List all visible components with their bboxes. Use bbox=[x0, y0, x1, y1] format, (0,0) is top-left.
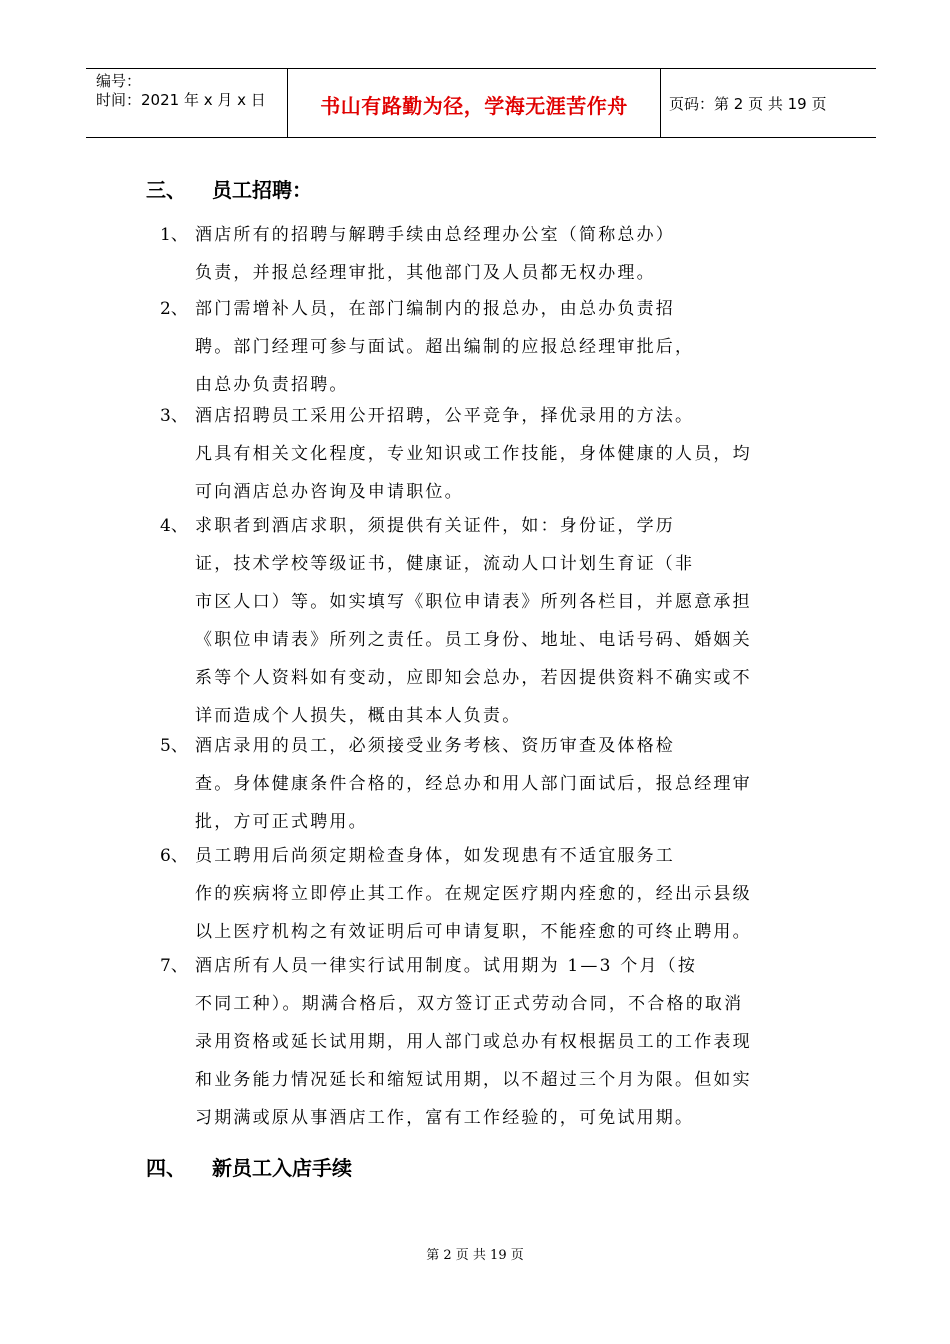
text-line: 负责，并报总经理审批，其他部门及人员都无权办理。 bbox=[195, 263, 656, 283]
text-line: 凡具有相关文化程度，专业知识或工作技能，身体健康的人员，均 bbox=[195, 444, 752, 464]
header-motto-cell bbox=[288, 69, 661, 137]
item-text bbox=[195, 507, 823, 735]
item-text bbox=[195, 397, 823, 511]
header-page-cell bbox=[661, 69, 876, 137]
text-line: 以上医疗机构之有效证明后可申请复职，不能痊愈的可终止聘用。 bbox=[195, 922, 752, 942]
section-title: 员工招聘： bbox=[212, 178, 312, 202]
text-line: 批，方可正式聘用。 bbox=[195, 812, 368, 832]
section-number: 三、 bbox=[146, 178, 186, 202]
text-line: 酒店所有的招聘与解聘手续由总经理办公室（简称总办） bbox=[195, 225, 675, 245]
text-line: 《职位申请表》所列之责任。员工身份、地址、电话号码、婚姻关 bbox=[195, 630, 752, 650]
section-number: 四、 bbox=[146, 1156, 186, 1180]
section-heading-4 bbox=[146, 1152, 352, 1181]
item-number: 7、 bbox=[160, 956, 188, 976]
item-text bbox=[195, 290, 823, 404]
text-line: 由总办负责招聘。 bbox=[195, 375, 349, 395]
text-line: 员工聘用后尚须定期检查身体，如发现患有不适宜服务工 bbox=[195, 846, 675, 866]
item-text bbox=[195, 837, 823, 951]
item-number: 1、 bbox=[160, 225, 188, 245]
text-line: 证，技术学校等级证书，健康证，流动人口计划生育证（非 bbox=[195, 554, 695, 574]
text-line: 录用资格或延长试用期，用人部门或总办有权根据员工的工作表现 bbox=[195, 1032, 752, 1052]
text-line: 酒店招聘员工采用公开招聘，公平竞争，择优录用的方法。 bbox=[195, 406, 695, 426]
text-line: 不同工种）。期满合格后，双方签订正式劳动合同，不合格的取消 bbox=[195, 994, 744, 1014]
item-text bbox=[195, 947, 823, 1137]
text-line: 习期满或原从事酒店工作，富有工作经验的，可免试用期。 bbox=[195, 1108, 695, 1128]
text-line: 求职者到酒店求职，须提供有关证件，如：身份证，学历 bbox=[195, 516, 675, 536]
item-text bbox=[195, 216, 823, 292]
text-line: 酒店录用的员工，必须接受业务考核、资历审查及体格检 bbox=[195, 736, 675, 756]
time-label: 时间：2021 年 x 月 x 日 bbox=[96, 91, 266, 109]
item-number: 5、 bbox=[160, 736, 188, 756]
page-footer: 第 2 页 共 19 页 bbox=[426, 1248, 524, 1263]
section-heading-3 bbox=[146, 174, 312, 203]
document-header bbox=[86, 68, 876, 138]
text-line: 部门需增补人员，在部门编制内的报总办，由总办负责招 bbox=[195, 299, 675, 319]
item-number: 6、 bbox=[160, 846, 188, 866]
item-number: 2、 bbox=[160, 299, 188, 319]
header-page-info: 页码：第 2 页 共 19 页 bbox=[669, 95, 827, 113]
text-line: 聘。部门经理可参与面试。超出编制的应报总经理审批后， bbox=[195, 337, 695, 357]
text-line: 市区人口）等。如实填写《职位申请表》所列各栏目，并愿意承担 bbox=[195, 592, 752, 612]
text-line: 系等个人资料如有变动，应即知会总办，若因提供资料不确实或不 bbox=[195, 668, 752, 688]
number-label: 编号： bbox=[96, 72, 142, 90]
item-number: 3、 bbox=[160, 406, 188, 426]
item-number: 4、 bbox=[160, 516, 188, 536]
text-line: 作的疾病将立即停止其工作。在规定医疗期内痊愈的，经出示县级 bbox=[195, 884, 752, 904]
header-motto: 书山有路勤为径，学海无涯苦作舟 bbox=[320, 94, 628, 118]
text-line: 和业务能力情况延长和缩短试用期，以不超过三个月为限。但如实 bbox=[195, 1070, 752, 1090]
text-line: 查。身体健康条件合格的，经总办和用人部门面试后，报总经理审 bbox=[195, 774, 752, 794]
header-meta-cell bbox=[86, 69, 288, 137]
section-title: 新员工入店手续 bbox=[212, 1156, 352, 1180]
item-text bbox=[195, 727, 823, 841]
text-line: 酒店所有人员一律实行试用制度。试用期为 1—3 个月（按 bbox=[195, 956, 698, 976]
text-line: 可向酒店总办咨询及申请职位。 bbox=[195, 482, 464, 502]
text-line: 详而造成个人损失，概由其本人负责。 bbox=[195, 706, 522, 726]
